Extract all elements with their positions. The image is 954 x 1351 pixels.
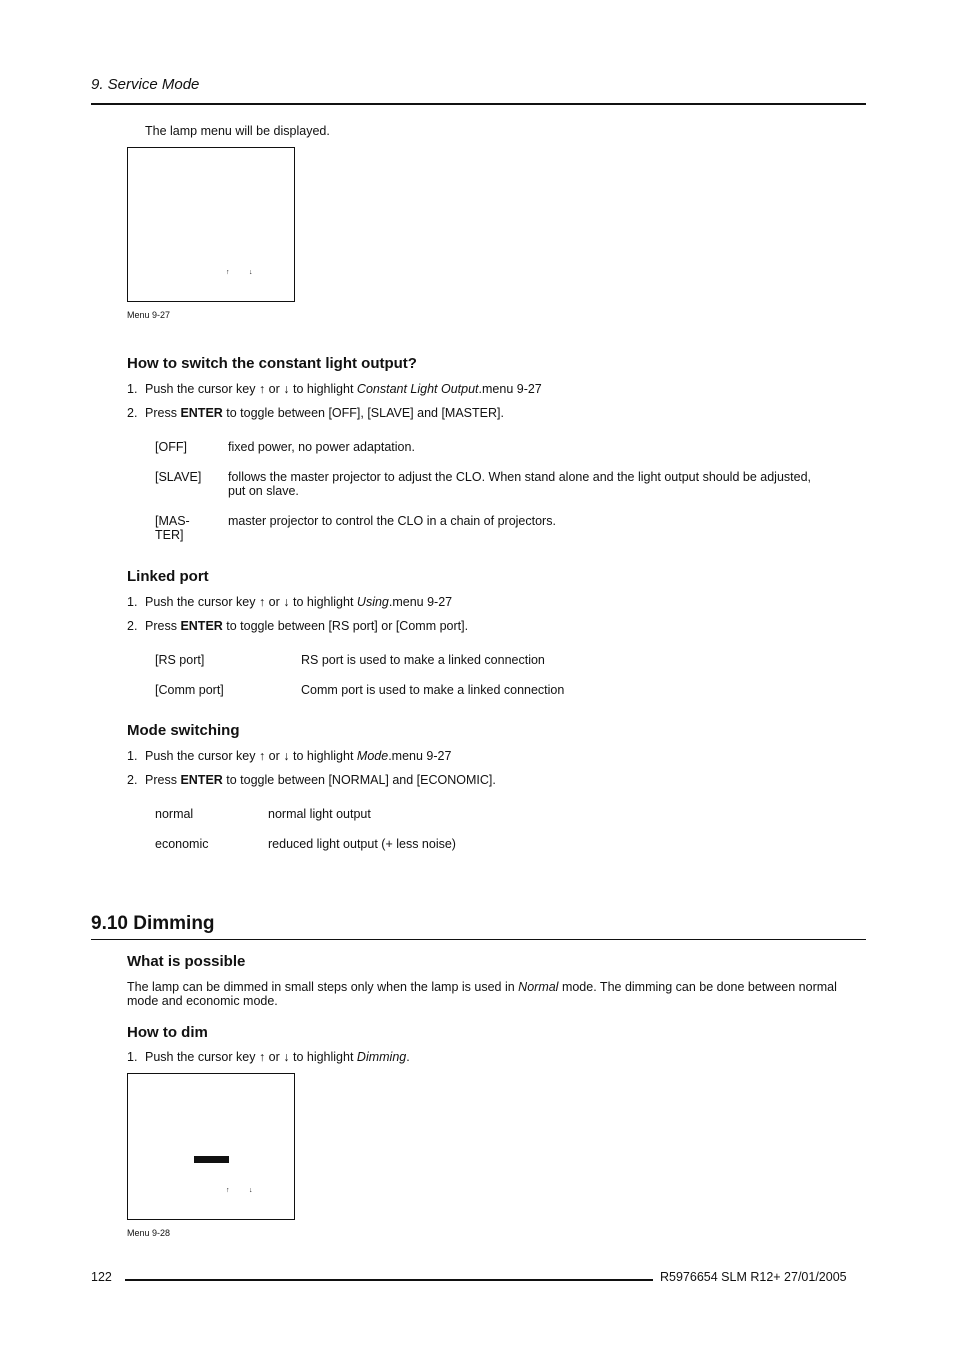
up-arrow-icon: ↑ (226, 269, 230, 276)
menu-9-28-image (127, 1073, 295, 1220)
clo-step-1: 1. Push the cursor key ↑ or ↓ to highlight Constant Light Output.menu 9-27 (127, 382, 542, 396)
linked-term-comm: [Comm port] (155, 683, 224, 697)
linked-term-rs: [RS port] (155, 653, 205, 667)
clo-term-slave: [SLAVE] (155, 470, 202, 484)
document-reference: R5976654 SLM R12+ 27/01/2005 (660, 1270, 847, 1284)
mode-desc-normal: normal light output (268, 807, 371, 821)
clo-desc-off: fixed power, no power adaptation. (228, 440, 415, 454)
step-number: 1. (127, 1050, 138, 1064)
step-number: 2. (127, 406, 138, 420)
section-title: 9.10 Dimming (91, 913, 215, 934)
up-arrow-icon: ↑ (226, 1187, 230, 1194)
highlight-bar (194, 1156, 229, 1163)
step-number: 1. (127, 595, 138, 609)
clo-step-2: 2. Press ENTER to toggle between [OFF], [SLAVE] and [MASTER]. (127, 406, 504, 420)
menu-9-28-caption: Menu 9-28 (127, 1228, 171, 1238)
linked-step-2: 2. Press ENTER to toggle between [RS port] or [Comm port]. (127, 619, 469, 633)
page-number: 122 (91, 1270, 112, 1284)
down-arrow-icon: ↓ (249, 1187, 253, 1194)
mode-switching-heading: Mode switching (127, 722, 240, 739)
section-rule (91, 939, 866, 940)
footer-rule (125, 1279, 653, 1281)
chapter-header: 9. Service Mode (91, 76, 200, 93)
mode-desc-economic: reduced light output (+ less noise) (268, 837, 456, 851)
step-number: 2. (127, 619, 138, 633)
mode-step-2: 2. Press ENTER to toggle between [NORMAL] and [ECONOMIC]. (127, 773, 496, 787)
mode-term-normal: normal (155, 807, 194, 821)
how-to-dim-heading: How to dim (127, 1024, 208, 1041)
down-arrow-icon: ↓ (249, 269, 253, 276)
step-number: 1. (127, 749, 138, 763)
mode-term-economic: economic (155, 837, 209, 851)
clo-desc-slave: follows the master projector to adjust the CLO. When stand alone and the light output should be adjusted, put on slave. (228, 470, 811, 498)
dim-step-1: 1. Push the cursor key ↑ or ↓ to highlight Dimming. (127, 1050, 410, 1064)
what-is-possible-text: The lamp can be dimmed in small steps only when the lamp is used in Normal mode. The dimming can be done between normal mode and economic mode. (127, 980, 837, 1008)
header-rule (91, 103, 866, 105)
clo-heading: How to switch the constant light output? (127, 355, 417, 372)
linked-port-heading: Linked port (127, 568, 209, 585)
clo-desc-master: master projector to control the CLO in a chain of projectors. (228, 514, 556, 528)
linked-desc-comm: Comm port is used to make a linked connection (301, 683, 565, 697)
menu-9-27-caption: Menu 9-27 (127, 310, 171, 320)
linked-desc-rs: RS port is used to make a linked connection (301, 653, 545, 667)
step-number: 1. (127, 382, 138, 396)
step-number: 2. (127, 773, 138, 787)
what-is-possible-heading: What is possible (127, 953, 246, 970)
clo-term-off: [OFF] (155, 440, 187, 454)
linked-step-1: 1. Push the cursor key ↑ or ↓ to highlight Using.menu 9-27 (127, 595, 453, 609)
mode-step-1: 1. Push the cursor key ↑ or ↓ to highlight Mode.menu 9-27 (127, 749, 452, 763)
clo-term-master: [MAS- TER] (155, 514, 190, 542)
menu-9-27-image (127, 147, 295, 302)
intro-text: The lamp menu will be displayed. (145, 124, 330, 138)
